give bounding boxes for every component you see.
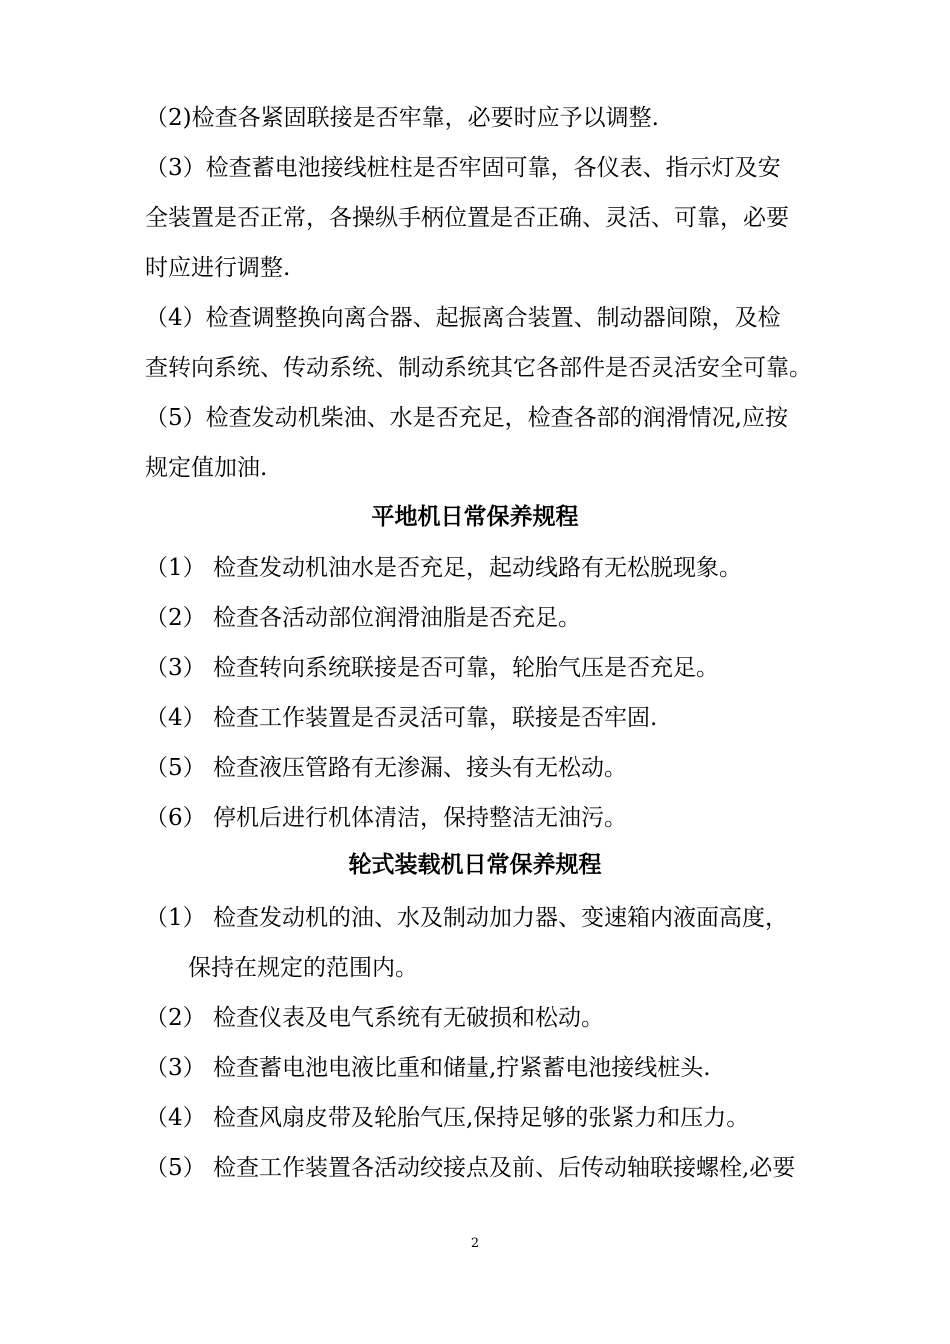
list-item: （4） 检查工作装置是否灵活可靠，联接是否牢固. <box>145 705 658 731</box>
paragraph-line: 规定值加油. <box>145 455 268 481</box>
section-heading: 平地机日常保养规程 <box>371 503 579 530</box>
list-item: （5） 检查液压管路有无渗漏、接头有无松动。 <box>145 755 627 781</box>
list-item-continuation: 保持在规定的范围内。 <box>188 955 418 981</box>
list-item: （4） 检查风扇皮带及轮胎气压,保持足够的张紧力和压力。 <box>145 1105 750 1131</box>
paragraph-line: 时应进行调整. <box>145 255 291 281</box>
list-item: （5） 检查工作装置各活动绞接点及前、后传动轴联接螺栓,必要 <box>145 1155 796 1181</box>
list-item: （6） 停机后进行机体清洁，保持整洁无油污。 <box>145 805 627 831</box>
list-item: （3） 检查转向系统联接是否可靠，轮胎气压是否充足。 <box>145 655 719 681</box>
paragraph-line: 查转向系统、传动系统、制动系统其它各部件是否灵活安全可靠。 <box>145 355 812 381</box>
list-item: （1） 检查发动机的油、水及制动加力器、变速箱内液面高度， <box>145 905 788 931</box>
paragraph-line: （5）检查发动机柴油、水是否充足，检查各部的润滑情况,应按 <box>145 405 788 431</box>
paragraph-line: （3）检查蓄电池接线桩柱是否牢固可靠，各仪表、指示灯及安 <box>145 155 781 181</box>
page-number: 2 <box>470 1236 480 1251</box>
section-heading: 轮式装载机日常保养规程 <box>348 851 602 878</box>
list-item: （2） 检查各活动部位润滑油脂是否充足。 <box>145 605 581 631</box>
list-item: （2） 检查仪表及电气系统有无破损和松动。 <box>145 1005 604 1031</box>
list-item: （1） 检查发动机油水是否充足，起动线路有无松脱现象。 <box>145 555 742 581</box>
paragraph-line: （4）检查调整换向离合器、起振离合装置、制动器间隙，及检 <box>145 305 781 331</box>
list-item: （3） 检查蓄电池电液比重和储量,拧紧蓄电池接线桩头. <box>145 1055 711 1081</box>
paragraph-line: 全装置是否正常，各操纵手柄位置是否正确、灵活、可靠，必要 <box>145 205 789 231</box>
paragraph-line: （2)检查各紧固联接是否牢靠，必要时应予以调整. <box>145 105 659 131</box>
